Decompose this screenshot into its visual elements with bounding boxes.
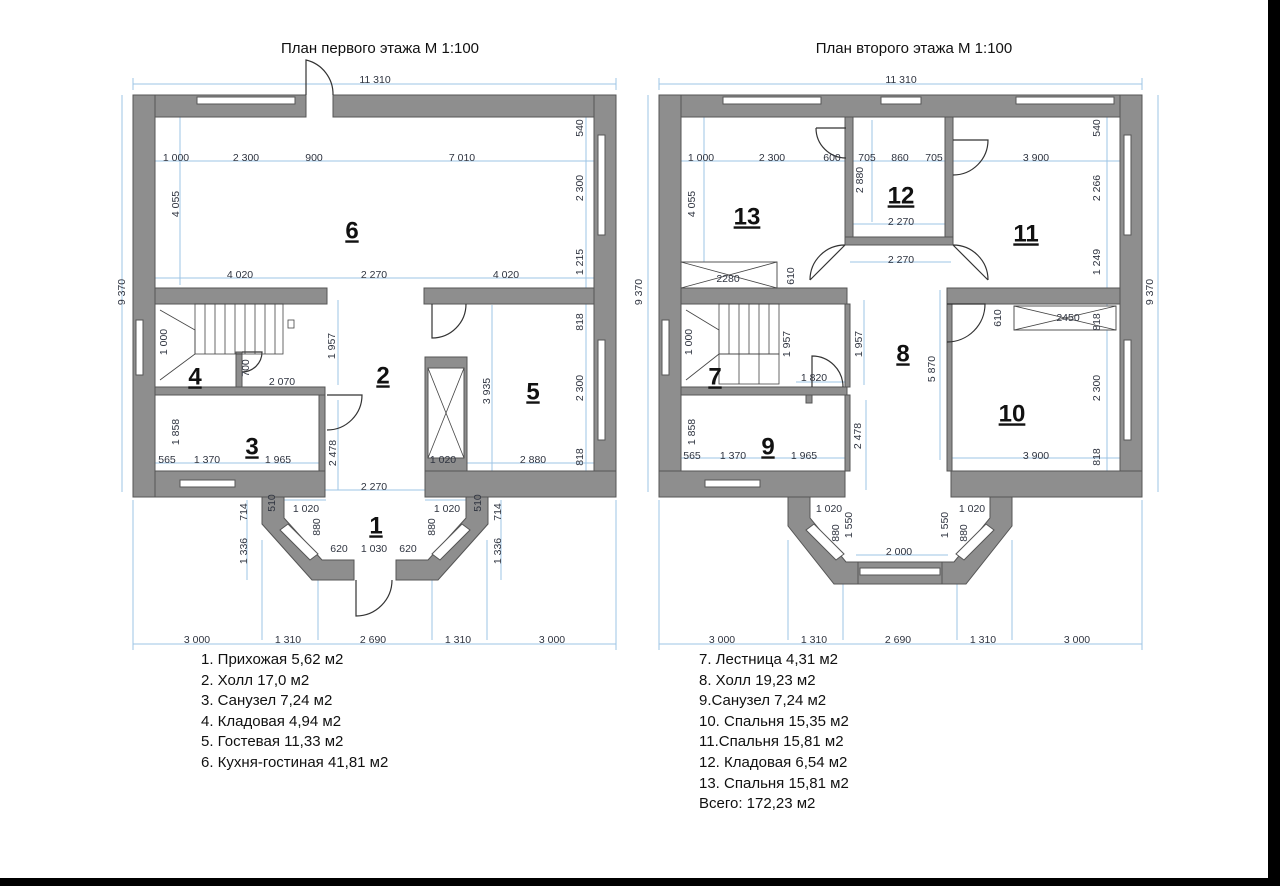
dimension-label: 705: [925, 151, 943, 164]
dimension-label: 1 858: [169, 418, 182, 446]
dimension-label: 2 300: [232, 151, 260, 164]
dimension-label: 1 336: [491, 537, 504, 565]
dimension-label: 880: [310, 518, 323, 536]
dimension-label: 1 030: [360, 542, 388, 555]
dimension-label: 1 370: [719, 449, 747, 462]
dimension-label: 1 336: [237, 537, 250, 565]
dimension-label: 818: [573, 448, 586, 466]
room-number: 5: [526, 378, 540, 406]
dimension-label: 700: [239, 359, 252, 377]
dimension-label: 510: [471, 494, 484, 512]
dimension-label: 1 957: [852, 330, 865, 358]
dimension-label: 880: [425, 518, 438, 536]
floor1-plan: [116, 40, 616, 650]
room-number: 8: [896, 340, 910, 368]
dimension-label: 1 550: [842, 511, 855, 539]
room-number: 11: [1013, 220, 1039, 248]
dimension-label: 1 370: [193, 453, 221, 466]
room-number: 4: [188, 363, 202, 391]
dimension-label: 610: [784, 267, 797, 285]
dimension-label: 2 478: [851, 422, 864, 450]
dimension-label: 9 370: [1143, 278, 1156, 306]
dimension-label: 2 000: [885, 545, 913, 558]
room-number: 7: [708, 363, 722, 391]
floor1-legend: [201, 650, 388, 774]
dimension-label: 565: [683, 449, 701, 462]
room-number: 13: [733, 203, 761, 231]
dimension-label: 1 020: [815, 502, 843, 515]
floor2-plan: [633, 40, 1158, 650]
dimension-label: 880: [957, 524, 970, 542]
dimension-label: 540: [573, 119, 586, 137]
dimension-label: 1 249: [1090, 248, 1103, 276]
floor2-title: План второго этажа М 1:100: [815, 40, 1013, 57]
floor2-windows: [662, 97, 1131, 575]
dimension-label: 7 010: [448, 151, 476, 164]
dimension-label: 11 310: [359, 73, 391, 86]
legend-item: 13. Спальня 15,81 м2: [699, 774, 849, 792]
room-number: 1: [369, 512, 383, 540]
dimension-label: 1 957: [325, 332, 338, 360]
dimension-label: 610: [991, 309, 1004, 327]
floor2-legend: [699, 650, 849, 815]
dimension-label: 1 020: [958, 502, 986, 515]
dimension-label: 620: [330, 542, 348, 555]
legend-item: 5. Гостевая 11,33 м2: [201, 733, 344, 751]
room-number: 2: [376, 362, 390, 390]
dimension-label: 2 880: [519, 453, 547, 466]
legend-item: 9.Санузел 7,24 м2: [699, 692, 827, 710]
legend-item: 12. Кладовая 6,54 м2: [699, 753, 848, 771]
dimension-label: 1 858: [685, 418, 698, 446]
legend-item: 6. Кухня-гостиная 41,81 м2: [201, 753, 389, 771]
dimension-label: 3 000: [538, 633, 566, 646]
legend-item: 11.Спальня 15,81 м2: [699, 733, 844, 751]
dimension-label: 3 900: [1022, 151, 1050, 164]
dimension-label: 1 957: [780, 330, 793, 358]
room-number: 9: [761, 433, 775, 461]
dimension-label: 11 310: [885, 73, 917, 86]
dimension-label: 818: [573, 313, 586, 331]
dimension-label: 1 000: [162, 151, 190, 164]
dimension-label: 4 055: [685, 190, 698, 218]
dimension-label: 2280: [716, 272, 740, 285]
dimension-label: 1 020: [292, 502, 320, 515]
dimension-label: 1 310: [444, 633, 472, 646]
dimension-label: 2 690: [359, 633, 387, 646]
floor1-walls: [133, 95, 616, 580]
dimension-label: 714: [237, 503, 250, 521]
dimension-label: 1 310: [274, 633, 302, 646]
dimension-label: 1 550: [938, 511, 951, 539]
legend-item: 1. Прихожая 5,62 м2: [201, 651, 344, 668]
dimension-label: 1 000: [157, 328, 170, 356]
dimension-label: 818: [1090, 313, 1103, 331]
legend-item: 3. Санузел 7,24 м2: [201, 692, 333, 710]
dimension-label: 540: [1090, 119, 1103, 137]
dimension-label: 714: [491, 503, 504, 521]
legend-item: 8. Холл 19,23 м2: [699, 671, 816, 689]
total-area: Всего: 172,23 м2: [699, 795, 816, 813]
dimension-label: 9 370: [115, 278, 128, 306]
dimension-label: 3 900: [1022, 449, 1050, 462]
dimension-label: 2 300: [1090, 374, 1103, 402]
dimension-label: 705: [858, 151, 876, 164]
floor2-stairs: [686, 304, 779, 384]
dimension-label: 3 000: [183, 633, 211, 646]
dimension-label: 2 300: [573, 174, 586, 202]
dimension-label: 1 820: [800, 371, 828, 384]
legend-item: 4. Кладовая 4,94 м2: [201, 712, 342, 730]
dimension-label: 4 020: [492, 268, 520, 281]
room-number: 12: [887, 182, 915, 210]
dimension-label: 880: [829, 524, 842, 542]
dimension-label: 600: [823, 151, 841, 164]
room-number: 3: [245, 433, 259, 461]
dimension-label: 1 000: [682, 328, 695, 356]
dimension-label: 510: [265, 494, 278, 512]
dimension-label: 2 300: [573, 374, 586, 402]
dimension-label: 2 270: [360, 268, 388, 281]
dimension-label: 4 055: [169, 190, 182, 218]
dimension-label: 1 000: [687, 151, 715, 164]
dimension-label: 2 266: [1090, 174, 1103, 202]
dimension-label: 2 270: [887, 215, 915, 228]
dimension-label: 3 935: [480, 377, 493, 405]
dimension-label: 818: [1090, 448, 1103, 466]
dimension-label: 1 310: [969, 633, 997, 646]
dimension-label: 1 020: [433, 502, 461, 515]
legend-item: 10. Спальня 15,35 м2: [699, 712, 849, 730]
dimension-label: 3 000: [708, 633, 736, 646]
dimension-label: 860: [891, 151, 909, 164]
legend-item: 7. Лестница 4,31 м2: [699, 651, 839, 668]
dimension-label: 1 020: [429, 453, 457, 466]
dimension-label: 2 070: [268, 375, 296, 388]
dimension-label: 2 880: [853, 166, 866, 194]
dimension-label: 9 370: [632, 278, 645, 306]
dimension-label: 4 020: [226, 268, 254, 281]
floor1-title: План первого этажа М 1:100: [280, 40, 480, 57]
dimension-label: 620: [399, 542, 417, 555]
dimension-label: 1 215: [573, 248, 586, 276]
dimension-label: 5 870: [925, 355, 938, 383]
dimension-label: 2 478: [326, 439, 339, 467]
dimension-label: 2 690: [884, 633, 912, 646]
dimension-label: 2 300: [758, 151, 786, 164]
dimension-label: 1 965: [264, 453, 292, 466]
dimension-label: 1 965: [790, 449, 818, 462]
floor1-stairs: [157, 304, 294, 380]
dimension-label: 1 310: [800, 633, 828, 646]
legend-item: 2. Холл 17,0 м2: [201, 671, 310, 689]
dimension-label: 2450: [1056, 311, 1080, 324]
room-number: 10: [998, 400, 1026, 428]
dimension-label: 900: [305, 151, 323, 164]
room-number: 6: [345, 217, 359, 245]
dimension-label: 2 270: [360, 480, 388, 493]
dimension-label: 2 270: [887, 253, 915, 266]
dimension-label: 3 000: [1063, 633, 1091, 646]
dimension-label: 565: [158, 453, 176, 466]
